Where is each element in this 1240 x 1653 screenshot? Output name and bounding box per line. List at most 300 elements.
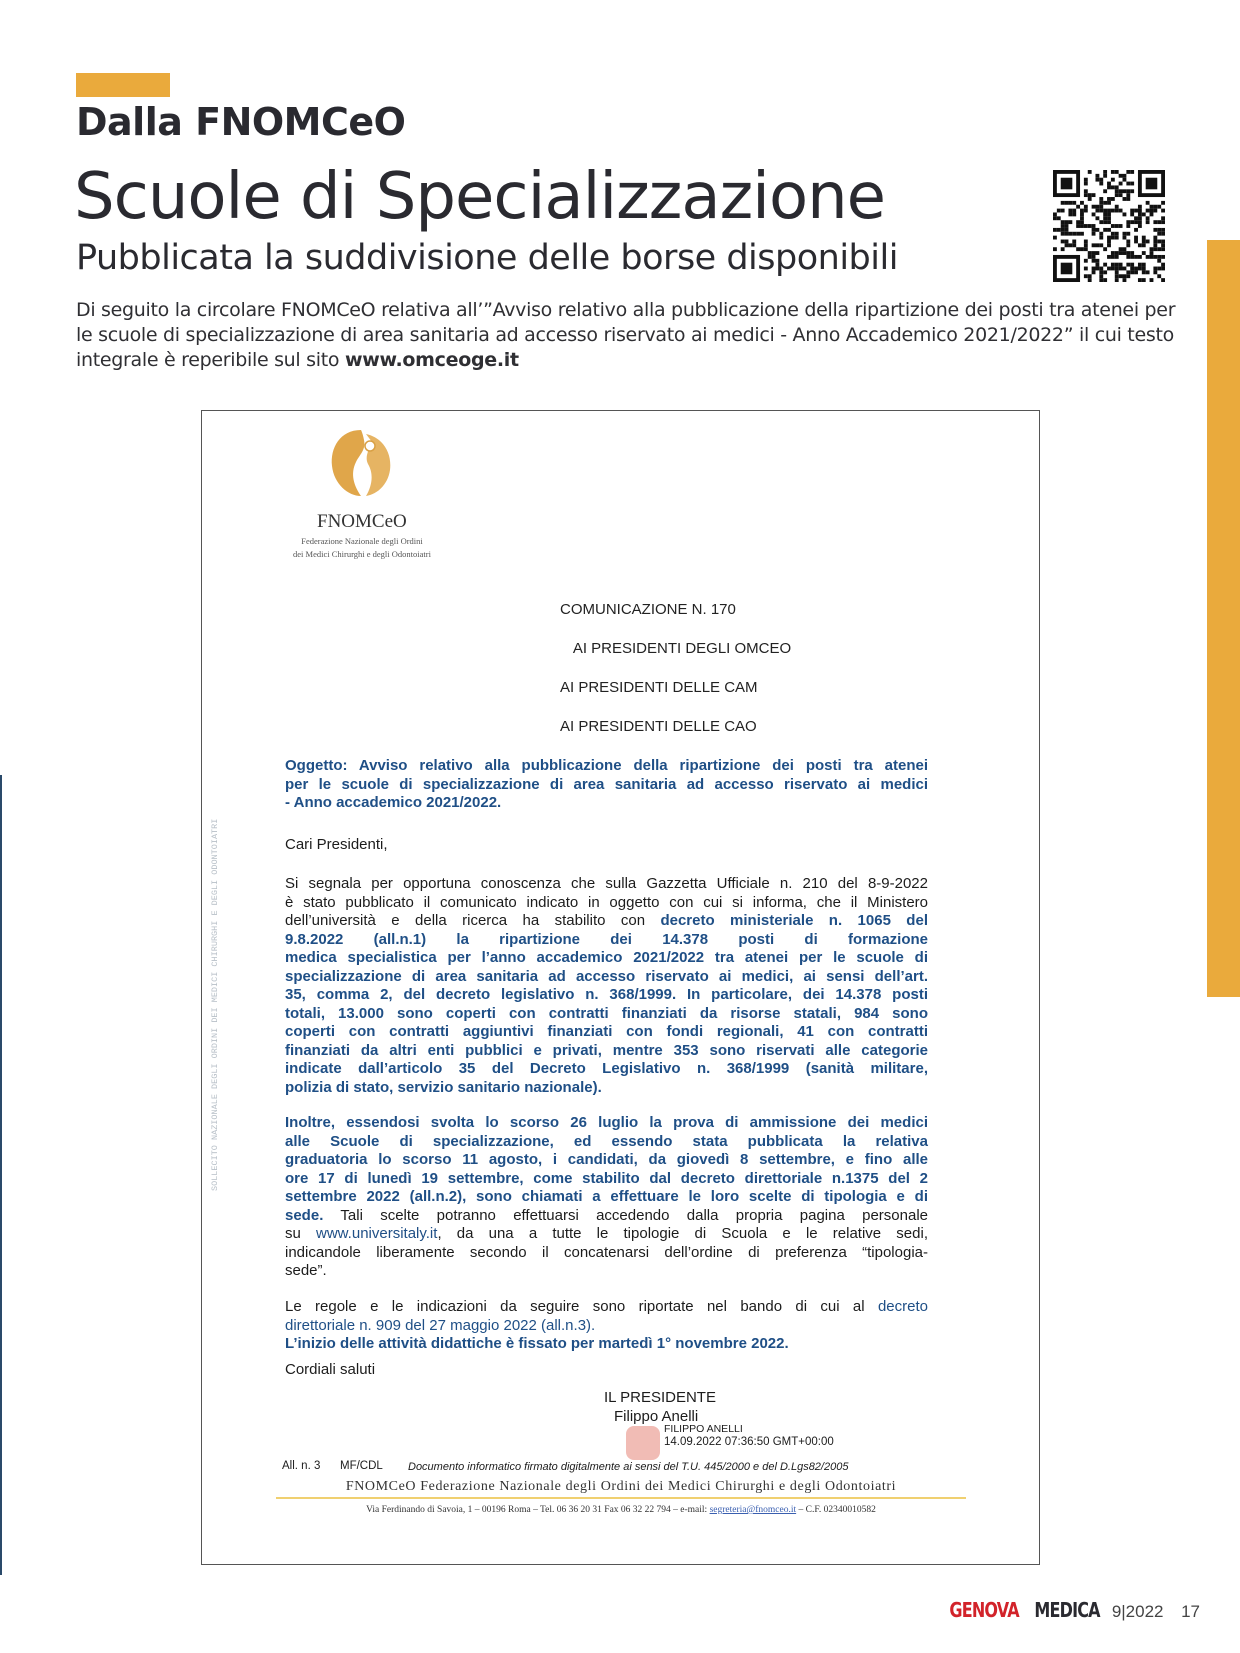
- qr-module: [1080, 209, 1084, 213]
- highlighted-text: direttoriale n. 909 del 27 maggio 2022 (all.n.3).: [285, 1316, 596, 1334]
- qr-module: [1126, 270, 1130, 274]
- qr-module: [1076, 232, 1080, 236]
- qr-module: [1161, 228, 1165, 232]
- qr-module: [1053, 228, 1057, 232]
- logo-name: FNOMCeO: [317, 511, 407, 532]
- qr-module: [1107, 182, 1111, 186]
- body-text: sede”.: [285, 1262, 327, 1279]
- paragraph-line: [285, 894, 928, 913]
- qr-module: [1095, 259, 1099, 263]
- email-link[interactable]: segreteria@fnomceo.it: [709, 1505, 797, 1515]
- qr-module: [1072, 201, 1076, 205]
- qr-module: [1138, 255, 1142, 259]
- qr-module: [1138, 212, 1142, 216]
- qr-module: [1099, 182, 1103, 186]
- qr-module: [1115, 278, 1119, 282]
- qr-code-icon[interactable]: [1052, 170, 1166, 282]
- side-accent-bar: [1207, 240, 1240, 997]
- highlighted-text: decreto ministeriale n. 1065 del: [660, 912, 928, 929]
- qr-module: [1107, 220, 1111, 224]
- qr-module: [1107, 255, 1111, 259]
- qr-module: [1084, 178, 1088, 182]
- paragraph-line: [285, 1060, 928, 1079]
- paragraph-line: [285, 1262, 928, 1281]
- qr-module: [1146, 209, 1150, 213]
- qr-module: [1107, 236, 1111, 240]
- qr-module: [1153, 270, 1157, 274]
- subject-line: Oggetto: Avviso relativo alla pubblicazione della ripartizione dei posti tra atenei: [285, 757, 928, 774]
- qr-module: [1099, 274, 1103, 278]
- qr-module: [1134, 267, 1138, 271]
- body-text: è stato pubblicato il comunicato indicato in oggetto con cui si informa, che il Ministero: [285, 893, 928, 911]
- paragraph-line: [285, 1298, 928, 1317]
- qr-module: [1115, 255, 1119, 259]
- qr-module: [1111, 224, 1115, 228]
- qr-module: [1134, 240, 1138, 244]
- letter-subject: [285, 757, 928, 813]
- qr-module: [1123, 212, 1127, 216]
- qr-module: [1061, 201, 1065, 205]
- qr-module: [1088, 278, 1092, 282]
- paragraph-line: [285, 912, 928, 931]
- qr-module: [1099, 201, 1103, 205]
- paragraph-line: [285, 1207, 928, 1226]
- qr-module: [1142, 212, 1146, 216]
- qr-module: [1146, 255, 1150, 259]
- qr-module: [1088, 197, 1092, 201]
- qr-module: [1134, 236, 1138, 240]
- qr-module: [1146, 216, 1150, 220]
- accent-bar: [76, 73, 170, 97]
- page-subtitle: Pubblicata la suddivisione delle borse disponibili: [76, 238, 898, 278]
- qr-module: [1107, 240, 1111, 244]
- qr-module: [1092, 251, 1096, 255]
- qr-module: [1103, 216, 1107, 220]
- qr-module: [1072, 232, 1076, 236]
- qr-module: [1080, 212, 1084, 216]
- qr-module: [1099, 267, 1103, 271]
- qr-module: [1084, 243, 1088, 247]
- qr-module: [1161, 220, 1165, 224]
- signature-name: Filippo Anelli: [614, 1408, 699, 1425]
- signature-role: IL PRESIDENTE: [604, 1389, 716, 1406]
- protocol-stamp: [210, 681, 270, 1191]
- letter-closing: Cordiali saluti: [285, 1361, 376, 1378]
- qr-module: [1061, 209, 1065, 213]
- qr-module: [1126, 197, 1130, 201]
- qr-module: [1107, 243, 1111, 247]
- qr-module: [1130, 263, 1134, 267]
- qr-module: [1103, 278, 1107, 282]
- qr-module: [1061, 232, 1065, 236]
- body-text: dell’università e della ricerca ha stabilito con: [285, 912, 661, 929]
- body-text: su: [285, 1225, 317, 1242]
- qr-module: [1123, 247, 1127, 251]
- qr-module: [1126, 189, 1130, 193]
- qr-module: [1111, 251, 1115, 255]
- qr-module: [1084, 224, 1088, 228]
- qr-module: [1072, 240, 1076, 244]
- section-kicker: Dalla FNOMCeO: [76, 100, 406, 144]
- qr-module: [1150, 205, 1154, 209]
- qr-module: [1138, 243, 1142, 247]
- qr-module: [1103, 247, 1107, 251]
- qr-module: [1088, 170, 1092, 174]
- qr-module: [1130, 251, 1134, 255]
- qr-module: [1130, 267, 1134, 271]
- paragraph-line: [285, 1188, 928, 1207]
- qr-module: [1138, 209, 1142, 213]
- paragraph-line: [285, 1042, 928, 1061]
- qr-module: [1061, 224, 1065, 228]
- qr-module: [1157, 247, 1161, 251]
- qr-module: [1095, 267, 1099, 271]
- qr-module: [1095, 209, 1099, 213]
- qr-module: [1084, 240, 1088, 244]
- qr-module: [1115, 263, 1119, 267]
- page-number: 17: [1181, 1602, 1200, 1621]
- qr-finder: [1146, 178, 1158, 190]
- qr-module: [1130, 255, 1134, 259]
- paragraph-line: [285, 1151, 928, 1170]
- qr-module: [1142, 270, 1146, 274]
- qr-module: [1115, 232, 1119, 236]
- qr-module: [1072, 212, 1076, 216]
- highlighted-text: medica specialistica per l’anno accademico 2021/2022 tra atenei per le scuole di: [285, 949, 928, 966]
- qr-module: [1161, 240, 1165, 244]
- qr-module: [1084, 182, 1088, 186]
- body-text: indicandole liberamente secondo il concatenarsi dell’ordine di preferenza “tipologia-: [285, 1243, 928, 1261]
- qr-module: [1153, 228, 1157, 232]
- qr-module: [1057, 216, 1061, 220]
- qr-module: [1084, 189, 1088, 193]
- qr-module: [1065, 243, 1069, 247]
- qr-module: [1142, 251, 1146, 255]
- paragraph-line: [285, 986, 928, 1005]
- qr-module: [1157, 259, 1161, 263]
- qr-module: [1099, 205, 1103, 209]
- highlighted-text: alle Scuole di specializzazione, ed essendo stata pubblicata la relativa: [285, 1132, 928, 1150]
- qr-module: [1053, 247, 1057, 251]
- paragraph-line: [285, 1317, 928, 1336]
- qr-module: [1126, 255, 1130, 259]
- subject-line: - Anno accademico 2021/2022.: [285, 794, 502, 811]
- addressee-cam: AI PRESIDENTI DELLE CAM: [560, 679, 758, 696]
- digital-signature-icon: [626, 1426, 660, 1460]
- qr-module: [1138, 278, 1142, 282]
- qr-module: [1061, 240, 1065, 244]
- qr-module: [1053, 212, 1057, 216]
- qr-module: [1123, 174, 1127, 178]
- qr-module: [1088, 193, 1092, 197]
- qr-module: [1084, 247, 1088, 251]
- qr-module: [1103, 174, 1107, 178]
- qr-module: [1053, 216, 1057, 220]
- qr-module: [1138, 263, 1142, 267]
- qr-module: [1080, 220, 1084, 224]
- letter-document: [201, 410, 1040, 1565]
- qr-module: [1119, 247, 1123, 251]
- qr-module: [1092, 212, 1096, 216]
- qr-module: [1057, 228, 1061, 232]
- issue-number: 9|2022: [1111, 1602, 1164, 1621]
- brand-genova: GENOVA: [948, 1598, 1019, 1622]
- highlighted-text: L’inizio delle attività didattiche è fissato per martedì 1° novembre 2022.: [285, 1335, 789, 1352]
- qr-module: [1119, 174, 1123, 178]
- qr-module: [1092, 205, 1096, 209]
- qr-module: [1119, 274, 1123, 278]
- qr-module: [1092, 243, 1096, 247]
- letterhead-address: [276, 1505, 966, 1515]
- qr-module: [1107, 267, 1111, 271]
- qr-module: [1115, 224, 1119, 228]
- qr-module: [1161, 263, 1165, 267]
- tax-code: – C.F. 02340010582: [796, 1505, 876, 1515]
- qr-module: [1161, 232, 1165, 236]
- qr-module: [1099, 178, 1103, 182]
- qr-module: [1092, 267, 1096, 271]
- qr-module: [1111, 263, 1115, 267]
- qr-module: [1153, 220, 1157, 224]
- digital-signature-date: 14.09.2022 07:36:50 GMT+00:00: [664, 1436, 834, 1448]
- communication-number: COMUNICAZIONE N. 170: [560, 601, 736, 618]
- qr-module: [1157, 240, 1161, 244]
- qr-module: [1142, 236, 1146, 240]
- page-footer: [932, 1598, 1200, 1623]
- qr-module: [1092, 224, 1096, 228]
- qr-module: [1099, 278, 1103, 282]
- paragraph-line: [285, 1244, 928, 1263]
- qr-module: [1150, 251, 1154, 255]
- qr-module: [1099, 243, 1103, 247]
- qr-module: [1146, 240, 1150, 244]
- qr-module: [1099, 197, 1103, 201]
- qr-module: [1126, 224, 1130, 228]
- qr-module: [1068, 209, 1072, 213]
- qr-module: [1130, 270, 1134, 274]
- qr-module: [1130, 212, 1134, 216]
- qr-module: [1115, 205, 1119, 209]
- qr-module: [1130, 220, 1134, 224]
- qr-module: [1099, 270, 1103, 274]
- qr-module: [1161, 278, 1165, 282]
- paragraph-line: [285, 1079, 928, 1098]
- qr-module: [1134, 255, 1138, 259]
- page-edge-line: [0, 775, 2, 1575]
- qr-module: [1119, 251, 1123, 255]
- qr-module: [1111, 185, 1115, 189]
- qr-module: [1080, 232, 1084, 236]
- qr-module: [1126, 193, 1130, 197]
- qr-module: [1076, 224, 1080, 228]
- qr-module: [1130, 170, 1134, 174]
- highlighted-text: settembre 2022 (all.n.2), sono chiamati a effettuare le loro scelte di tipologia e di: [285, 1188, 928, 1205]
- qr-module: [1134, 216, 1138, 220]
- paragraph-line: [285, 949, 928, 968]
- qr-module: [1115, 270, 1119, 274]
- qr-module: [1092, 259, 1096, 263]
- qr-module: [1065, 220, 1069, 224]
- qr-module: [1080, 216, 1084, 220]
- qr-module: [1092, 255, 1096, 259]
- qr-module: [1111, 209, 1115, 213]
- qr-module: [1065, 201, 1069, 205]
- qr-module: [1103, 263, 1107, 267]
- qr-finder: [1061, 178, 1073, 190]
- letter-paragraph-1: [285, 875, 928, 1097]
- attachments-count: All. n. 3: [282, 1460, 321, 1472]
- qr-module: [1123, 278, 1127, 282]
- qr-module: [1095, 174, 1099, 178]
- qr-module: [1103, 212, 1107, 216]
- qr-module: [1095, 216, 1099, 220]
- qr-module: [1119, 193, 1123, 197]
- qr-module: [1107, 201, 1111, 205]
- qr-module: [1092, 193, 1096, 197]
- qr-module: [1134, 209, 1138, 213]
- qr-module: [1138, 216, 1142, 220]
- qr-module: [1103, 270, 1107, 274]
- qr-module: [1111, 197, 1115, 201]
- qr-module: [1103, 189, 1107, 193]
- qr-module: [1134, 220, 1138, 224]
- qr-module: [1107, 209, 1111, 213]
- qr-module: [1072, 209, 1076, 213]
- qr-module: [1150, 255, 1154, 259]
- qr-module: [1111, 170, 1115, 174]
- qr-module: [1084, 193, 1088, 197]
- qr-module: [1142, 243, 1146, 247]
- qr-module: [1119, 267, 1123, 271]
- qr-module: [1157, 267, 1161, 271]
- qr-module: [1099, 220, 1103, 224]
- paragraph-line: [285, 1133, 928, 1152]
- paragraph-line: [285, 1170, 928, 1189]
- qr-module: [1092, 228, 1096, 232]
- qr-module: [1146, 201, 1150, 205]
- body-text: Si segnala per opportuna conoscenza che sulla Gazzetta Ufficiale n. 210 del 8-9-2022: [285, 875, 928, 892]
- qr-module: [1092, 270, 1096, 274]
- qr-module: [1099, 209, 1103, 213]
- qr-module: [1061, 220, 1065, 224]
- qr-module: [1088, 255, 1092, 259]
- highlighted-text: polizia di stato, servizio sanitario nazionale).: [285, 1078, 602, 1096]
- qr-module: [1084, 259, 1088, 263]
- qr-module: [1088, 251, 1092, 255]
- page-title: Scuole di Specializzazione: [74, 160, 886, 234]
- qr-module: [1084, 274, 1088, 278]
- qr-module: [1123, 189, 1127, 193]
- qr-module: [1107, 185, 1111, 189]
- qr-module: [1065, 224, 1069, 228]
- qr-module: [1126, 220, 1130, 224]
- paragraph-line: [285, 1225, 928, 1244]
- qr-module: [1053, 236, 1057, 240]
- subject-line: per le scuole di specializzazione di area sanitaria ad accesso riservato ai medici: [285, 775, 928, 793]
- qr-module: [1099, 236, 1103, 240]
- paragraph-line: [285, 931, 928, 950]
- qr-module: [1126, 243, 1130, 247]
- highlighted-text: graduatoria lo scorso 11 agosto, i candidati, da giovedì 8 settembre, e fino alle: [285, 1151, 928, 1168]
- fnomceo-logo-icon: [326, 426, 396, 501]
- qr-module: [1092, 232, 1096, 236]
- letterhead-footer-org: FNOMCeO Federazione Nazionale degli Ordini dei Medici Chirurghi e degli Odontoiatri: [276, 1479, 966, 1499]
- qr-module: [1095, 178, 1099, 182]
- qr-module: [1153, 247, 1157, 251]
- letter-paragraph-3: [285, 1298, 928, 1354]
- qr-module: [1115, 267, 1119, 271]
- paragraph-line: [285, 1335, 928, 1354]
- body-text: , da una a tutte le tipologie di Scuola e le relative sedi,: [437, 1225, 928, 1242]
- qr-module: [1115, 251, 1119, 255]
- qr-module: [1161, 267, 1165, 271]
- qr-module: [1068, 243, 1072, 247]
- addressee-omceo: AI PRESIDENTI DEGLI OMCEO: [572, 640, 792, 657]
- qr-module: [1107, 216, 1111, 220]
- qr-module: [1119, 224, 1123, 228]
- intro-paragraph: [76, 298, 1186, 373]
- qr-module: [1134, 228, 1138, 232]
- qr-module: [1107, 228, 1111, 232]
- qr-module: [1123, 274, 1127, 278]
- qr-module: [1123, 178, 1127, 182]
- qr-module: [1115, 185, 1119, 189]
- qr-module: [1068, 220, 1072, 224]
- qr-module: [1103, 209, 1107, 213]
- intro-link[interactable]: www.omceoge.it: [344, 349, 519, 371]
- body-text: Le regole e le indicazioni da seguire sono riportate nel bando di cui al: [285, 1298, 878, 1315]
- highlighted-text: www.universitaly.it: [316, 1225, 438, 1242]
- qr-module: [1150, 278, 1154, 282]
- qr-module: [1115, 274, 1119, 278]
- qr-module: [1150, 209, 1154, 213]
- logo-subtitle-1: Federazione Nazionale degli Ordini: [301, 536, 423, 546]
- highlighted-text: totali, 13.000 sono coperti con contratti finanziati da risorse statali, 984 sono: [285, 1004, 928, 1022]
- qr-module: [1130, 209, 1134, 213]
- qr-module: [1084, 209, 1088, 213]
- highlighted-text: specializzazione di area sanitaria ad accesso riservato ai medici, ai sensi dell’art.: [285, 967, 928, 985]
- qr-module: [1103, 201, 1107, 205]
- qr-module: [1095, 205, 1099, 209]
- qr-module: [1161, 243, 1165, 247]
- qr-module: [1161, 209, 1165, 213]
- qr-module: [1119, 263, 1123, 267]
- qr-module: [1103, 220, 1107, 224]
- qr-module: [1088, 224, 1092, 228]
- qr-module: [1153, 236, 1157, 240]
- logo-subtitle-2: dei Medici Chirurghi e degli Odontoiatri: [293, 549, 431, 559]
- qr-module: [1138, 224, 1142, 228]
- qr-module: [1157, 274, 1161, 278]
- qr-module: [1161, 216, 1165, 220]
- qr-module: [1072, 243, 1076, 247]
- letter-paragraph-2: [285, 1114, 928, 1281]
- qr-module: [1065, 240, 1069, 244]
- qr-module: [1153, 205, 1157, 209]
- qr-module: [1088, 274, 1092, 278]
- qr-finder: [1061, 263, 1073, 275]
- highlighted-text: 35, comma 2, del decreto legislativo n. 368/1999. In particolare, dei 14.378 posti: [285, 986, 928, 1003]
- qr-module: [1150, 247, 1154, 251]
- qr-module: [1153, 267, 1157, 271]
- paragraph-line: [285, 968, 928, 987]
- qr-module: [1111, 255, 1115, 259]
- highlighted-text: ore 17 di lunedì 19 settembre, come stabilito dal decreto direttoriale n.1375 del 2: [285, 1169, 928, 1187]
- qr-module: [1142, 263, 1146, 267]
- qr-module: [1134, 270, 1138, 274]
- initials: MF/CDL: [340, 1460, 383, 1472]
- qr-module: [1130, 189, 1134, 193]
